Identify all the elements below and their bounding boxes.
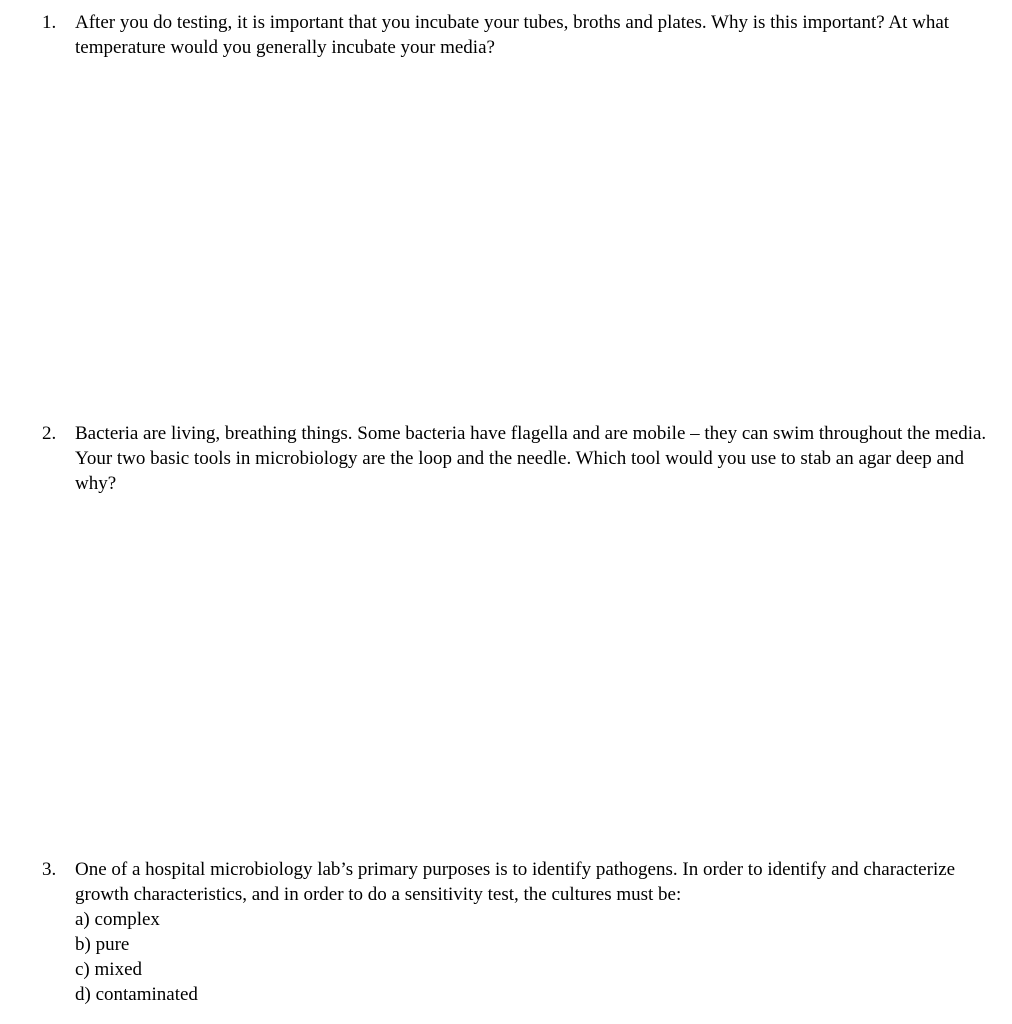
question-number: 2. — [42, 423, 57, 444]
answer-options — [75, 907, 1004, 1007]
question-1 — [42, 10, 1004, 60]
question-text: One of a hospital microbiology lab’s primary purposes is to identify pathogens. In order to identify and characterize growth characteristics, and in order to do a sensitivity test, the cultures must be: — [75, 859, 956, 905]
question-number: 1. — [42, 12, 57, 33]
question-2 — [42, 421, 1004, 496]
question-body — [75, 421, 1004, 496]
question-body — [75, 857, 1004, 1007]
option-c: c) mixed — [75, 959, 143, 980]
question-number: 3. — [42, 859, 57, 880]
question-body — [75, 10, 1004, 60]
option-b: b) pure — [75, 934, 130, 955]
question-3 — [42, 857, 1004, 1007]
option-a: a) complex — [75, 909, 160, 930]
question-text: After you do testing, it is important that you incubate your tubes, broths and plates. Why is this important? At what temperature would you generally incubate your media? — [75, 12, 950, 58]
question-text: Bacteria are living, breathing things. Some bacteria have flagella and are mobile – they can swim throughout the media. Your two basic tools in microbiology are the loop and the needle. Which tool would you use to stab an agar deep and why? — [75, 423, 987, 494]
option-d: d) contaminated — [75, 984, 198, 1005]
